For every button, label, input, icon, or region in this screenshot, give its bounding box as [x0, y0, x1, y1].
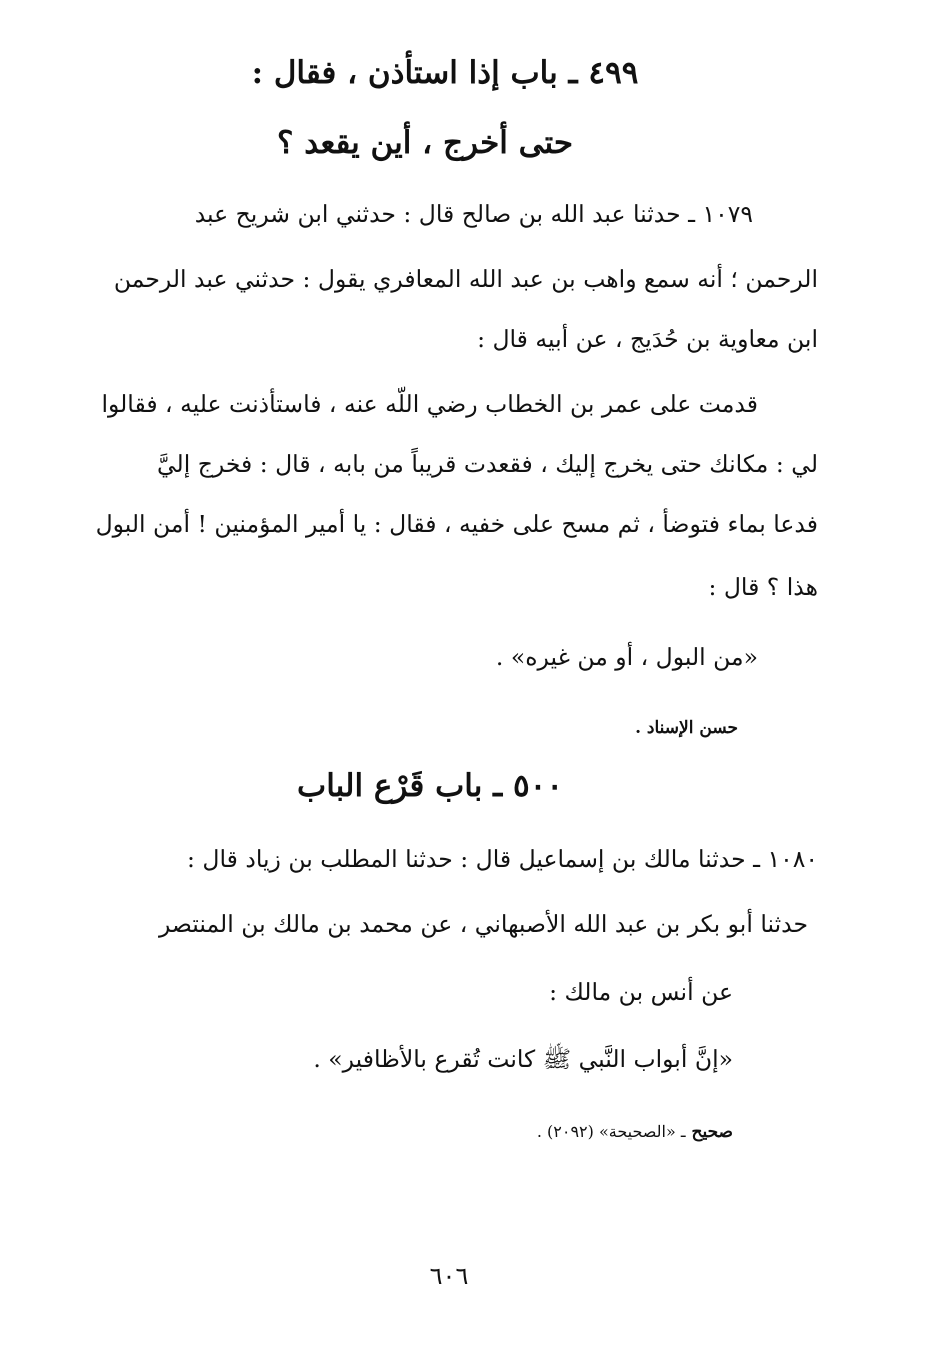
hadith-1079-isnad-line: ١٠٧٩ ـ حدثنا عبد الله بن صالح قال : حدثني ابن شريح عبد — [194, 200, 753, 228]
chapter-499-subtitle: حتى أخرج ، أين يقعد ؟ — [276, 125, 574, 161]
hadith-1080-isnad-line: عن أنس بن مالك : — [549, 978, 733, 1006]
hadith-1080-isnad-line: ١٠٨٠ ـ حدثنا مالك بن إسماعيل قال : حدثنا المطلب بن زياد قال : — [187, 845, 818, 873]
hadith-1079-isnad-line: الرحمن ؛ أنه سمع واهب بن عبد الله المعافري يقول : حدثني عبد الرحمن — [113, 265, 818, 293]
hadith-1080-grade — [537, 1122, 733, 1142]
chapter-500-title: ٥٠٠ ـ باب قَرْع الباب — [297, 768, 563, 804]
page-number: ٦٠٦ — [429, 1262, 469, 1290]
hadith-1079-quote: «من البول ، أو من غيره» . — [495, 643, 758, 671]
hadith-1079-matn-line: فدعا بماء فتوضأ ، ثم مسح على خفيه ، فقال : يا أمير المؤمنين ! أمن البول — [95, 510, 818, 538]
hadith-1079-matn-line: قدمت على عمر بن الخطاب رضي اللّه عنه ، فاستأذنت عليه ، فقالوا — [101, 390, 758, 418]
hadith-1079-grade: حسن الإسناد . — [635, 718, 738, 738]
grade-reference: ـ «الصحيحة» (٢٠٩٢) . — [536, 1122, 686, 1141]
hadith-1080-quote: «إنَّ أبواب النَّبي ﷺ كانت تُقرع بالأظافير» . — [313, 1045, 733, 1073]
hadith-1079-matn-line: لي : مكانك حتى يخرج إليك ، فقعدت قريباً من بابه ، قال : فخرج إليَّ — [156, 450, 818, 478]
hadith-1080-isnad-line: حدثنا أبو بكر بن عبد الله الأصبهاني ، عن محمد بن مالك بن المنتصر — [158, 910, 808, 938]
hadith-1079-matn-line: هذا ؟ قال : — [708, 573, 818, 601]
hadith-1079-isnad-line: ابن معاوية بن حُدَيج ، عن أبيه قال : — [477, 325, 818, 353]
chapter-499-title: ٤٩٩ ـ باب إذا استأذن ، فقال : — [251, 55, 639, 91]
grade-label: صحيح — [691, 1122, 733, 1142]
